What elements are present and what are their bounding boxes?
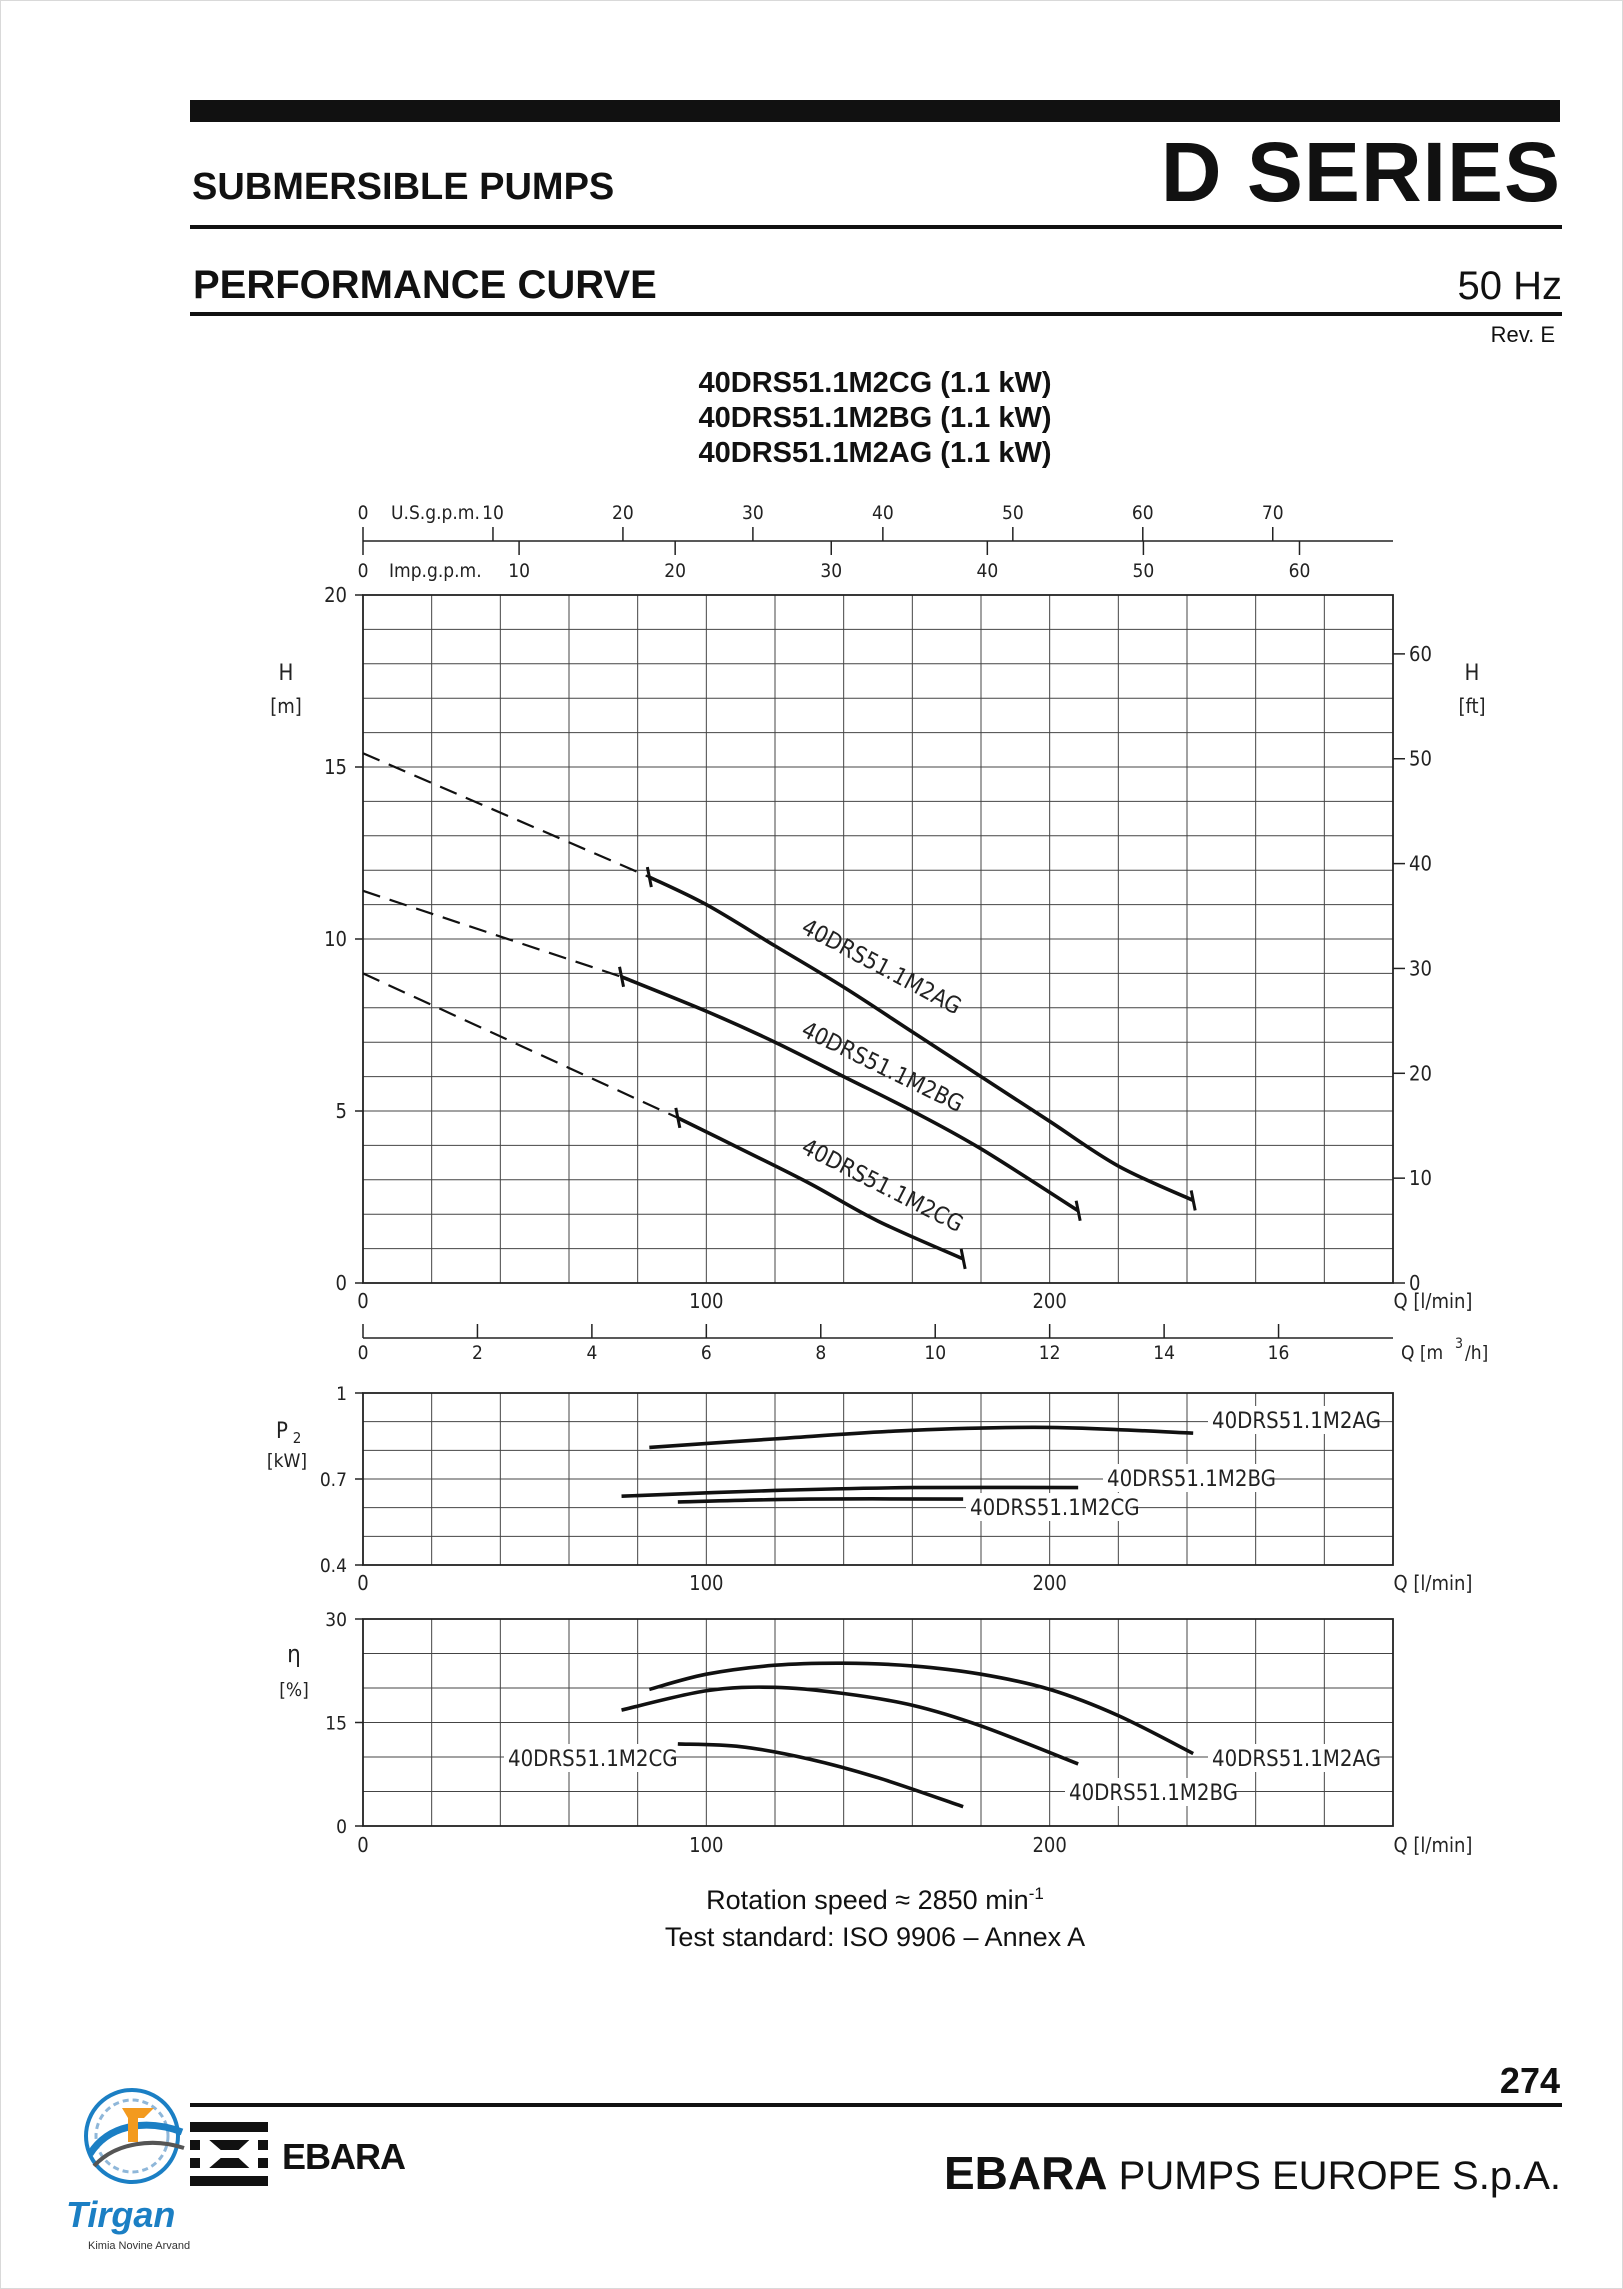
eff-ytick-label: 0 xyxy=(336,1816,347,1838)
head-y2tick-label: 40 xyxy=(1409,851,1432,876)
head-curve-limit-mark xyxy=(1191,1190,1195,1210)
frequency-label: 50 Hz xyxy=(1457,264,1562,308)
power-ytick-label: 1 xyxy=(336,1383,347,1405)
rotation-caption xyxy=(0,1884,1623,1916)
revision-label: Rev. E xyxy=(1490,322,1555,347)
usgpm-tick-label: 10 xyxy=(482,502,504,524)
head-ytick-label: 10 xyxy=(324,927,347,951)
head-y2tick-label: 20 xyxy=(1409,1061,1432,1086)
head-y2tick-label: 30 xyxy=(1409,956,1432,981)
usgpm-tick-label: 70 xyxy=(1261,502,1284,524)
m3h-label-end: /h] xyxy=(1465,1342,1489,1364)
usgpm-tick-label: 40 xyxy=(871,502,894,524)
eff-ytick-label: 15 xyxy=(325,1712,347,1735)
m3h-tick-label: 4 xyxy=(586,1342,598,1364)
eff-curve-40DRS51.1M2BG xyxy=(622,1687,1079,1764)
eff-curve-40DRS51.1M2CG xyxy=(678,1744,963,1807)
power-curve-40DRS51.1M2CG xyxy=(678,1499,963,1502)
impgpm-tick-label: 60 xyxy=(1288,560,1311,582)
usgpm-tick-label: 0 xyxy=(357,502,369,524)
m3h-tick-label: 6 xyxy=(700,1342,712,1364)
head-xlabel: Q [l/min] xyxy=(1393,1289,1473,1313)
power-xlabel: Q [l/min] xyxy=(1393,1571,1473,1595)
distributor-name: Tirgan xyxy=(66,2194,176,2235)
eff-ylabel-unit: [%] xyxy=(279,1679,309,1701)
eff-curve-label: 40DRS51.1M2CG xyxy=(508,1747,678,1772)
head-ytick-label: 5 xyxy=(335,1099,347,1123)
head-curve-limit-mark xyxy=(620,967,624,987)
power-ytick-label: 0.4 xyxy=(319,1555,347,1577)
model-ag: 40DRS51.1M2AG (1.1 kW) xyxy=(698,437,1052,469)
head-curve-dashed xyxy=(363,973,678,1117)
head-curve-label: 40DRS51.1M2AG xyxy=(797,914,966,1021)
head-curve-label: 40DRS51.1M2BG xyxy=(797,1017,968,1118)
power-xtick-label: 0 xyxy=(357,1571,369,1595)
head-y2label-unit: [ft] xyxy=(1458,694,1486,718)
m3h-label: Q [m xyxy=(1401,1342,1444,1364)
document-subtitle: SUBMERSIBLE PUMPS xyxy=(192,166,615,208)
m3h-tick-label: 2 xyxy=(472,1342,483,1364)
model-bg: 40DRS51.1M2BG (1.1 kW) xyxy=(698,402,1052,434)
power-curve-40DRS51.1M2AG xyxy=(649,1427,1193,1447)
head-curve-dashed xyxy=(363,753,649,877)
m3h-tick-label: 8 xyxy=(815,1342,827,1364)
head-ytick-label: 20 xyxy=(324,583,347,607)
rotation-exponent: -1 xyxy=(1028,1884,1044,1903)
eff-curve-label: 40DRS51.1M2AG xyxy=(1212,1747,1381,1772)
company-name-rest: PUMPS EUROPE S.p.A. xyxy=(1107,2154,1561,2198)
impgpm-label: Imp.g.p.m. xyxy=(389,560,482,582)
page-number: 274 xyxy=(1499,2060,1560,2101)
head-xtick-label: 0 xyxy=(357,1289,369,1313)
distributor-tagline: Kimia Novine Arvand xyxy=(88,2240,191,2252)
impgpm-tick-label: 30 xyxy=(820,560,843,582)
m3h-tick-label: 0 xyxy=(357,1342,369,1364)
impgpm-tick-label: 10 xyxy=(508,560,530,582)
model-cg: 40DRS51.1M2CG (1.1 kW) xyxy=(698,367,1052,399)
usgpm-tick-label: 20 xyxy=(612,502,634,524)
head-xtick-label: 200 xyxy=(1032,1289,1067,1313)
head-curve-limit-mark xyxy=(961,1249,965,1269)
impgpm-tick-label: 20 xyxy=(664,560,687,582)
power-ylabel-unit: [kW] xyxy=(266,1450,308,1472)
series-title: D SERIES xyxy=(1160,125,1561,219)
usgpm-tick-label: 50 xyxy=(1001,502,1024,524)
company-name xyxy=(944,2146,1561,2200)
head-curve-limit-mark xyxy=(1076,1201,1080,1221)
head-curve-40DRS51.1M2AG xyxy=(649,877,1193,1200)
head-y2label: H xyxy=(1464,661,1480,686)
section-title: PERFORMANCE CURVE xyxy=(193,263,657,307)
ebara-logo-mark xyxy=(190,2122,268,2186)
impgpm-tick-label: 40 xyxy=(976,560,999,582)
head-ylabel: H xyxy=(278,661,294,686)
head-ytick-label: 0 xyxy=(335,1271,347,1295)
company-name-bold: EBARA xyxy=(943,2147,1108,2199)
eff-curve-label: 40DRS51.1M2BG xyxy=(1069,1781,1238,1806)
eff-xtick-label: 200 xyxy=(1032,1833,1067,1857)
head-y2tick-label: 50 xyxy=(1409,746,1432,771)
eff-xtick-label: 100 xyxy=(689,1833,724,1857)
head-y2tick-label: 10 xyxy=(1409,1166,1432,1191)
power-ylabel-sub: 2 xyxy=(292,1429,302,1447)
head-y2tick-label: 60 xyxy=(1409,641,1432,666)
power-curve-label: 40DRS51.1M2AG xyxy=(1212,1409,1381,1434)
m3h-tick-label: 10 xyxy=(924,1342,947,1364)
head-curve-label: 40DRS51.1M2CG xyxy=(797,1134,968,1238)
footer-rule xyxy=(190,2103,1562,2107)
power-xtick-label: 200 xyxy=(1032,1571,1067,1595)
m3h-tick-label: 14 xyxy=(1153,1342,1175,1364)
distributor-logo xyxy=(70,2082,200,2192)
test-standard-caption: Test standard: ISO 9906 – Annex A xyxy=(664,1922,1086,1952)
impgpm-tick-label: 50 xyxy=(1132,560,1155,582)
m3h-tick-label: 12 xyxy=(1038,1342,1061,1364)
usgpm-tick-label: 30 xyxy=(742,502,764,524)
m3h-tick-label: 16 xyxy=(1267,1342,1290,1364)
usgpm-label: U.S.g.p.m. xyxy=(391,502,480,524)
power-curve-label: 40DRS51.1M2CG xyxy=(970,1496,1140,1521)
head-y2tick-label: 0 xyxy=(1409,1271,1421,1295)
eff-xtick-label: 0 xyxy=(357,1833,369,1857)
m3h-label-sup: 3 xyxy=(1455,1336,1464,1352)
power-ytick-label: 0.7 xyxy=(319,1469,347,1491)
eff-xlabel: Q [l/min] xyxy=(1393,1833,1473,1857)
power-xtick-label: 100 xyxy=(689,1571,724,1595)
power-curve-label: 40DRS51.1M2BG xyxy=(1107,1467,1276,1492)
eff-ytick-label: 30 xyxy=(325,1609,347,1631)
impgpm-tick-label: 0 xyxy=(357,560,369,582)
usgpm-tick-label: 60 xyxy=(1131,502,1154,524)
head-ylabel-unit: [m] xyxy=(270,694,302,718)
head-curve-dashed xyxy=(363,891,622,977)
rotation-text: Rotation speed ≈ 2850 min xyxy=(706,1885,1029,1915)
power-ylabel: P xyxy=(276,1419,288,1444)
ebara-logo-text: EBARA xyxy=(282,2136,406,2177)
head-xtick-label: 100 xyxy=(689,1289,724,1313)
eff-ylabel: η xyxy=(287,1640,301,1668)
head-ytick-label: 15 xyxy=(324,755,347,779)
